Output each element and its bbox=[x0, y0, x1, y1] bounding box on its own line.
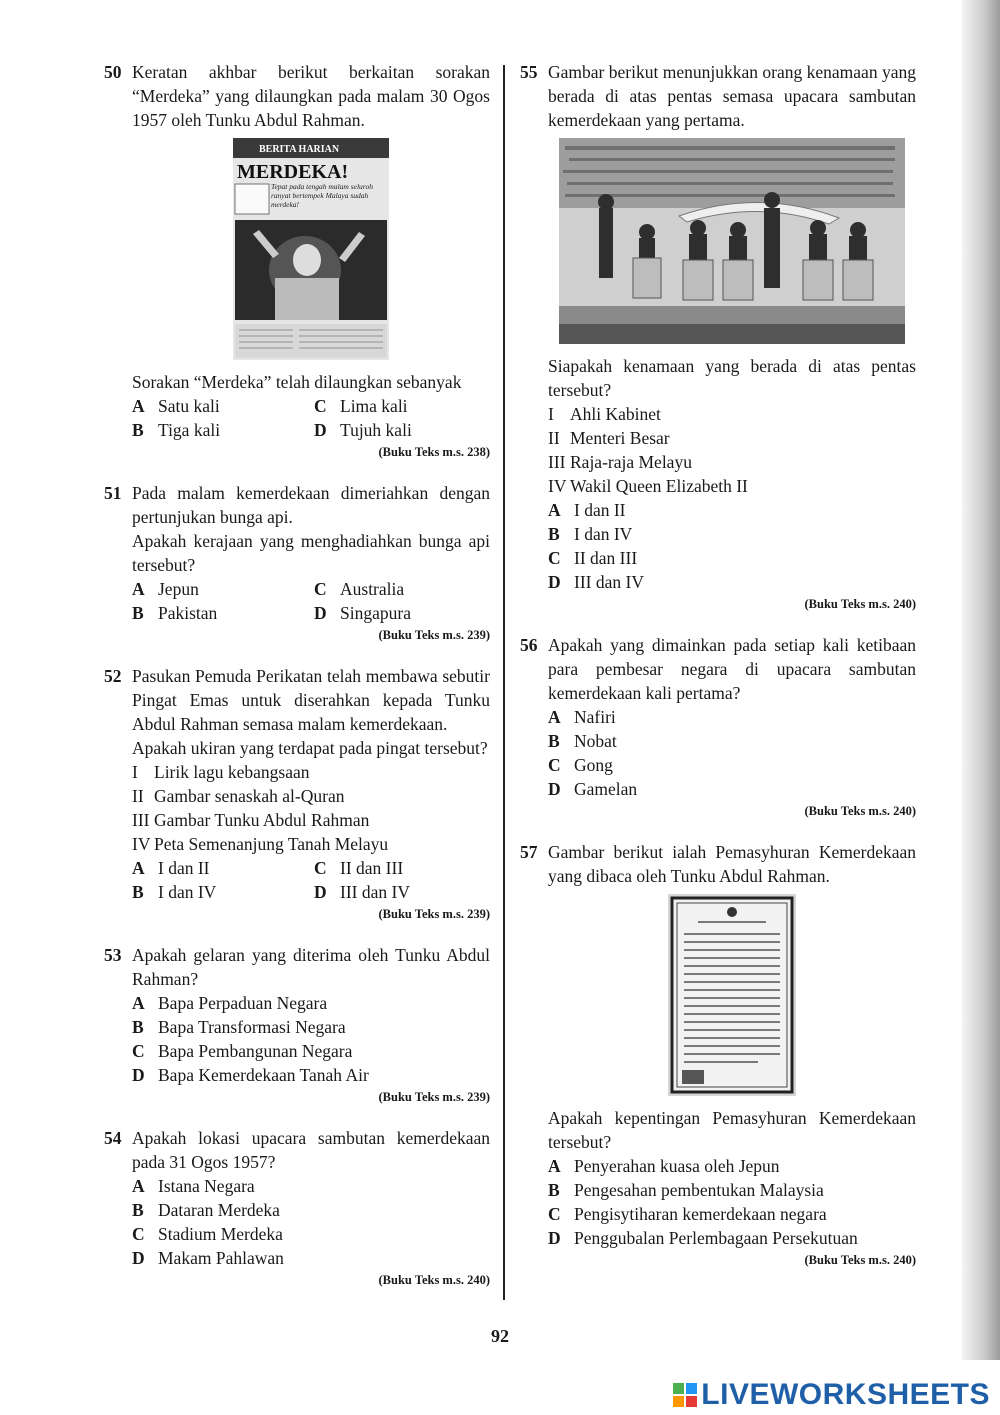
option-d[interactable]: D Makam Pahlawan bbox=[132, 1248, 284, 1268]
ceremony-photo-image bbox=[559, 138, 905, 344]
textbook-reference: (Buku Teks m.s. 239) bbox=[378, 628, 490, 642]
statement-3: III Raja-raja Melayu bbox=[548, 452, 692, 472]
option-d[interactable]: D Gamelan bbox=[548, 779, 638, 799]
question-52 bbox=[104, 664, 490, 923]
question-stem: Pada malam kemerdekaan dimeriahkan dengan pertunjukan bunga api. bbox=[132, 483, 490, 527]
statement-2: II Gambar senaskah al-Quran bbox=[132, 786, 345, 806]
option-c[interactable]: C Bapa Pembangunan Negara bbox=[132, 1041, 353, 1061]
question-prompt: Apakah ukiran yang terdapat pada pingat tersebut? bbox=[132, 738, 488, 758]
textbook-reference: (Buku Teks m.s. 240) bbox=[804, 804, 916, 818]
left-column bbox=[104, 60, 490, 1309]
textbook-reference: (Buku Teks m.s. 239) bbox=[378, 907, 490, 921]
newspaper-clipping-image bbox=[233, 138, 389, 360]
question-number: 57 bbox=[520, 842, 538, 862]
right-column bbox=[520, 60, 916, 1289]
textbook-reference: (Buku Teks m.s. 240) bbox=[804, 597, 916, 611]
option-a[interactable]: A Satu kali bbox=[132, 396, 220, 416]
option-a[interactable]: A Penyerahan kuasa oleh Jepun bbox=[548, 1156, 780, 1176]
question-number: 52 bbox=[104, 666, 122, 686]
question-53 bbox=[104, 943, 490, 1106]
brand-name: LIVEWORKSHEETS bbox=[701, 1378, 990, 1411]
option-d[interactable]: D III dan IV bbox=[314, 882, 410, 902]
question-stem: Apakah gelaran yang diterima oleh Tunku Abdul Rahman? bbox=[132, 945, 490, 989]
option-c[interactable]: C Lima kali bbox=[314, 396, 408, 416]
column-divider bbox=[503, 65, 505, 1300]
option-d[interactable]: D Bapa Kemerdekaan Tanah Air bbox=[132, 1065, 369, 1085]
question-number: 53 bbox=[104, 945, 122, 965]
options bbox=[132, 856, 490, 904]
textbook-reference: (Buku Teks m.s. 239) bbox=[378, 1090, 490, 1104]
proclamation-document-image bbox=[668, 894, 796, 1096]
question-number: 55 bbox=[520, 62, 538, 82]
question-number: 50 bbox=[104, 62, 122, 82]
statement-2: II Menteri Besar bbox=[548, 428, 670, 448]
question-54 bbox=[104, 1126, 490, 1289]
option-c[interactable]: C II dan III bbox=[548, 548, 638, 568]
option-c[interactable]: C Gong bbox=[548, 755, 613, 775]
question-stem: Apakah yang dimainkan pada setiap kali ketibaan para pembesar negara di upacara sambutan kemerdekaan kali pertama? bbox=[548, 635, 916, 703]
option-b[interactable]: B I dan IV bbox=[132, 882, 217, 902]
option-a[interactable]: A Nafiri bbox=[548, 707, 616, 727]
option-b[interactable]: B Nobat bbox=[548, 731, 617, 751]
option-b[interactable]: B Bapa Transformasi Negara bbox=[132, 1017, 346, 1037]
option-a[interactable]: A Jepun bbox=[132, 579, 199, 599]
question-prompt: Apakah kepentingan Pemasyhuran Kemerdekaan tersebut? bbox=[548, 1108, 916, 1152]
question-stem: Gambar berikut menunjukkan orang kenamaan yang berada di atas pentas semasa upacara sambutan kemerdekaan yang pertama. bbox=[548, 62, 916, 130]
option-d[interactable]: D Tujuh kali bbox=[314, 420, 412, 440]
statement-4: IV Peta Semenanjung Tanah Melayu bbox=[132, 834, 389, 854]
question-stem: Gambar berikut ialah Pemasyhuran Kemerdekaan yang dibaca oleh Tunku Abdul Rahman. bbox=[548, 842, 916, 886]
options bbox=[132, 577, 490, 625]
option-a[interactable]: A I dan II bbox=[132, 858, 210, 878]
question-number: 51 bbox=[104, 483, 122, 503]
option-b[interactable]: B Dataran Merdeka bbox=[132, 1200, 280, 1220]
statement-1: I Ahli Kabinet bbox=[548, 404, 661, 424]
option-c[interactable]: C Stadium Merdeka bbox=[132, 1224, 283, 1244]
question-56 bbox=[520, 633, 916, 820]
textbook-reference: (Buku Teks m.s. 240) bbox=[804, 1253, 916, 1267]
option-b[interactable]: B Pakistan bbox=[132, 603, 218, 623]
option-a[interactable]: A Istana Negara bbox=[132, 1176, 255, 1196]
option-a[interactable]: A Bapa Perpaduan Negara bbox=[132, 993, 328, 1013]
statement-1: I Lirik lagu kebangsaan bbox=[132, 762, 310, 782]
question-50 bbox=[104, 60, 490, 461]
question-51 bbox=[104, 481, 490, 644]
option-d[interactable]: D III dan IV bbox=[548, 572, 644, 592]
liveworksheets-logo-icon bbox=[673, 1383, 697, 1407]
question-stem: Pasukan Pemuda Perikatan telah membawa sebutir Pingat Emas untuk diserahkan kepada Tunku Abdul Rahman semasa malam kemerdekaan. bbox=[132, 666, 490, 734]
option-d[interactable]: D Singapura bbox=[314, 603, 411, 623]
newspaper-masthead: BERITA HARIAN bbox=[259, 144, 340, 155]
newspaper-headline: MERDEKA! bbox=[237, 161, 349, 183]
question-prompt: Siapakah kenamaan yang berada di atas pentas tersebut? bbox=[548, 356, 916, 400]
statement-4: IV Wakil Queen Elizabeth II bbox=[548, 476, 748, 496]
option-c[interactable]: C Australia bbox=[314, 579, 405, 599]
question-55 bbox=[520, 60, 916, 613]
option-a[interactable]: A I dan II bbox=[548, 500, 626, 520]
newspaper-caption: Tepat pada tengah malam seluroh ranyat bertempek Malaya sudah merdeka! bbox=[271, 182, 373, 209]
option-b[interactable]: B Pengesahan pembentukan Malaysia bbox=[548, 1180, 824, 1200]
question-stem: Keratan akhbar berikut berkaitan sorakan “Merdeka” yang dilaungkan pada malam 30 Ogos 1957 oleh Tunku Abdul Rahman. bbox=[132, 62, 490, 130]
option-c[interactable]: C Pengisytiharan kemerdekaan negara bbox=[548, 1204, 827, 1224]
liveworksheets-brand[interactable] bbox=[673, 1378, 990, 1412]
option-d[interactable]: D Penggubalan Perlembagaan Persekutuan bbox=[548, 1228, 858, 1248]
textbook-reference: (Buku Teks m.s. 240) bbox=[378, 1273, 490, 1287]
question-number: 54 bbox=[104, 1128, 122, 1148]
question-prompt: Sorakan “Merdeka” telah dilaungkan sebanyak bbox=[132, 372, 462, 392]
options bbox=[132, 394, 490, 442]
option-b[interactable]: B Tiga kali bbox=[132, 420, 221, 440]
question-stem: Apakah lokasi upacara sambutan kemerdekaan pada 31 Ogos 1957? bbox=[132, 1128, 490, 1172]
option-b[interactable]: B I dan IV bbox=[548, 524, 633, 544]
statement-3: III Gambar Tunku Abdul Rahman bbox=[132, 810, 370, 830]
page-number: 92 bbox=[491, 1326, 509, 1346]
scanned-page-edge bbox=[962, 0, 1000, 1360]
textbook-reference: (Buku Teks m.s. 238) bbox=[378, 445, 490, 459]
question-prompt: Apakah kerajaan yang menghadiahkan bunga api tersebut? bbox=[132, 531, 490, 575]
option-c[interactable]: C II dan III bbox=[314, 858, 404, 878]
question-57 bbox=[520, 840, 916, 1269]
question-number: 56 bbox=[520, 635, 538, 655]
